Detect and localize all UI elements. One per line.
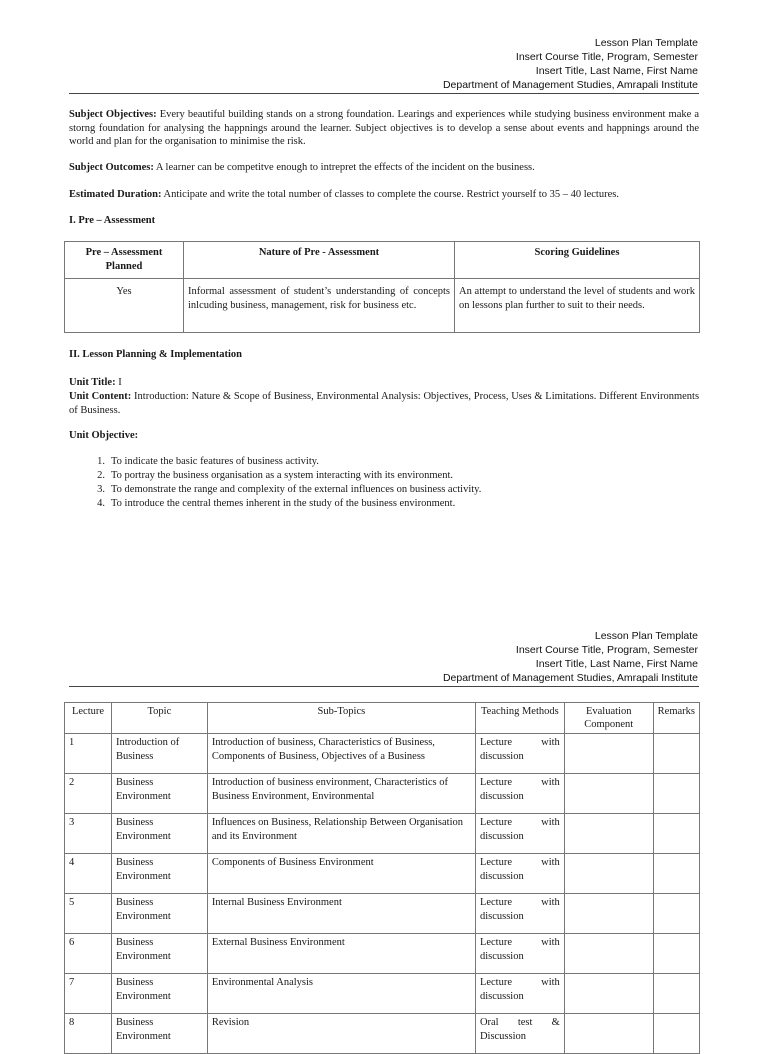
cell-evaluation [564, 854, 653, 894]
cell-method: Lecture with discussion [475, 734, 564, 774]
cell-topic: Business Environment [111, 814, 207, 854]
col-sub-topics: Sub-Topics [207, 703, 475, 734]
cell-lecture: 1 [65, 734, 112, 774]
col-scoring-guidelines: Scoring Guidelines [455, 242, 700, 279]
cell-subtopics: Revision [207, 1014, 475, 1054]
subject-objectives [69, 108, 699, 149]
cell-method: Lecture with discussion [475, 934, 564, 974]
cell-lecture: 2 [65, 774, 112, 814]
cell-remarks [653, 854, 699, 894]
cell-scoring: An attempt to understand the level of students and work on lessons plan further to suit to their needs. [455, 279, 700, 333]
pre-assessment-header-row [65, 242, 700, 279]
objective-number: 1. [97, 456, 105, 467]
cell-topic: Business Environment [111, 1014, 207, 1054]
objective-item [69, 497, 689, 511]
subject-outcomes-text: A learner can be competitve enough to intrepret the effects of the incident on the business. [155, 162, 535, 173]
col-remarks: Remarks [653, 703, 699, 734]
cell-method: Lecture with discussion [475, 974, 564, 1014]
subject-outcomes [69, 161, 699, 175]
table-row [65, 974, 700, 1014]
col-evaluation-component: Evaluation Component [564, 703, 653, 734]
cell-subtopics: Environmental Analysis [207, 974, 475, 1014]
objective-text: To introduce the central themes inherent in the study of the business environment. [111, 498, 456, 509]
cell-topic: Business Environment [111, 774, 207, 814]
cell-remarks [653, 1014, 699, 1054]
cell-remarks [653, 974, 699, 1014]
cell-evaluation [564, 894, 653, 934]
unit-title-label: Unit Title: [69, 377, 116, 388]
cell-remarks [653, 814, 699, 854]
cell-subtopics: Internal Business Environment [207, 894, 475, 934]
pre-assessment-heading: I. Pre – Assessment [69, 215, 156, 226]
unit-title [69, 376, 699, 390]
table-row [65, 774, 700, 814]
cell-remarks [653, 894, 699, 934]
unit-objective-heading: Unit Objective: [69, 430, 139, 441]
cell-lecture: 8 [65, 1014, 112, 1054]
unit-content [69, 390, 699, 417]
cell-topic: Business Environment [111, 974, 207, 1014]
cell-evaluation [564, 814, 653, 854]
cell-method: Lecture with discussion [475, 854, 564, 894]
unit-content-label: Unit Content: [69, 391, 132, 402]
table-row [65, 734, 700, 774]
cell-subtopics: Introduction of business, Characteristics of Business, Components of Business, Objectives of a Business [207, 734, 475, 774]
col-nature-of-pre-assessment: Nature of Pre - Assessment [184, 242, 455, 279]
objective-item [69, 483, 689, 497]
header-course-title: Insert Course Title, Program, Semester [515, 644, 698, 656]
header-template-title: Lesson Plan Template [594, 37, 698, 49]
cell-remarks [653, 734, 699, 774]
subject-objectives-label: Subject Objectives: [69, 109, 157, 120]
estimated-duration-label: Estimated Duration: [69, 189, 162, 200]
objective-text: To indicate the basic features of business activity. [111, 456, 319, 467]
col-lecture: Lecture [65, 703, 112, 734]
objective-number: 4. [97, 498, 105, 509]
cell-subtopics: Influences on Business, Relationship Between Organisation and its Environment [207, 814, 475, 854]
header-rule-2 [69, 686, 699, 687]
cell-subtopics: External Business Environment [207, 934, 475, 974]
table-row [65, 814, 700, 854]
cell-lecture: 7 [65, 974, 112, 1014]
header-author-name: Insert Title, Last Name, First Name [535, 658, 698, 670]
header-course-title: Insert Course Title, Program, Semester [515, 51, 698, 63]
table-row [65, 894, 700, 934]
cell-evaluation [564, 774, 653, 814]
unit-title-value: I [118, 377, 122, 388]
header-rule-1 [69, 93, 699, 94]
table-row [65, 934, 700, 974]
subject-objectives-text: Every beautiful building stands on a strong foundation. Learings and experiences while studying business environment make a storng foundation for analysing the happnings around the learner. Subject objectives is to develop a sense about events and happnings around the world and plan for the organisation to minimise the risk. [69, 109, 699, 147]
cell-lecture: 4 [65, 854, 112, 894]
cell-topic: Business Environment [111, 934, 207, 974]
objective-item [69, 455, 689, 469]
cell-subtopics: Components of Business Environment [207, 854, 475, 894]
pre-assessment-table [64, 241, 700, 333]
header-author-name: Insert Title, Last Name, First Name [535, 65, 698, 77]
table-row [65, 1014, 700, 1054]
header-department: Department of Management Studies, Amrapali Institute [442, 79, 698, 91]
table-row [65, 854, 700, 894]
cell-remarks [653, 774, 699, 814]
lecture-table-header-row [65, 703, 700, 734]
cell-lecture: 5 [65, 894, 112, 934]
cell-method: Oral test & Discussion [475, 1014, 564, 1054]
cell-nature: Informal assessment of student’s understanding of concepts inlcuding business, management, risk for business etc. [184, 279, 455, 333]
col-topic: Topic [111, 703, 207, 734]
objective-number: 2. [97, 470, 105, 481]
cell-topic: Business Environment [111, 894, 207, 934]
cell-evaluation [564, 974, 653, 1014]
page-header-2 [443, 629, 698, 685]
objective-text: To portray the business organisation as a system interacting with its environment. [111, 470, 454, 481]
estimated-duration-text: Anticipate and write the total number of classes to complete the course. Restrict yourself to 35 – 40 lectures. [163, 189, 619, 200]
objective-number: 3. [97, 484, 105, 495]
cell-topic: Introduction of Business [111, 734, 207, 774]
cell-method: Lecture with discussion [475, 774, 564, 814]
subject-outcomes-label: Subject Outcomes: [69, 162, 154, 173]
lecture-table [64, 702, 700, 1054]
cell-evaluation [564, 934, 653, 974]
pre-assessment-row [65, 279, 700, 333]
header-department: Department of Management Studies, Amrapali Institute [442, 672, 698, 684]
unit-content-text: Introduction: Nature & Scope of Business, Environmental Analysis: Objectives, Process, Uses & Limitations. Different Environments of Business. [69, 391, 700, 416]
objective-item [69, 469, 689, 483]
cell-planned: Yes [65, 279, 184, 333]
cell-subtopics: Introduction of business environment, Characteristics of Business Environment, Environmental [207, 774, 475, 814]
col-pre-assessment-planned: Pre – Assessment Planned [65, 242, 184, 279]
lesson-planning-heading: II. Lesson Planning & Implementation [69, 349, 242, 360]
cell-lecture: 3 [65, 814, 112, 854]
col-teaching-methods: Teaching Methods [475, 703, 564, 734]
cell-evaluation [564, 734, 653, 774]
cell-evaluation [564, 1014, 653, 1054]
cell-method: Lecture with discussion [475, 814, 564, 854]
cell-method: Lecture with discussion [475, 894, 564, 934]
cell-topic: Business Environment [111, 854, 207, 894]
unit-objective-list [69, 455, 689, 511]
cell-lecture: 6 [65, 934, 112, 974]
objective-text: To demonstrate the range and complexity of the external influences on business activity. [111, 484, 482, 495]
header-template-title: Lesson Plan Template [594, 630, 698, 642]
estimated-duration [69, 188, 699, 202]
page-header-1 [443, 36, 698, 92]
cell-remarks [653, 934, 699, 974]
